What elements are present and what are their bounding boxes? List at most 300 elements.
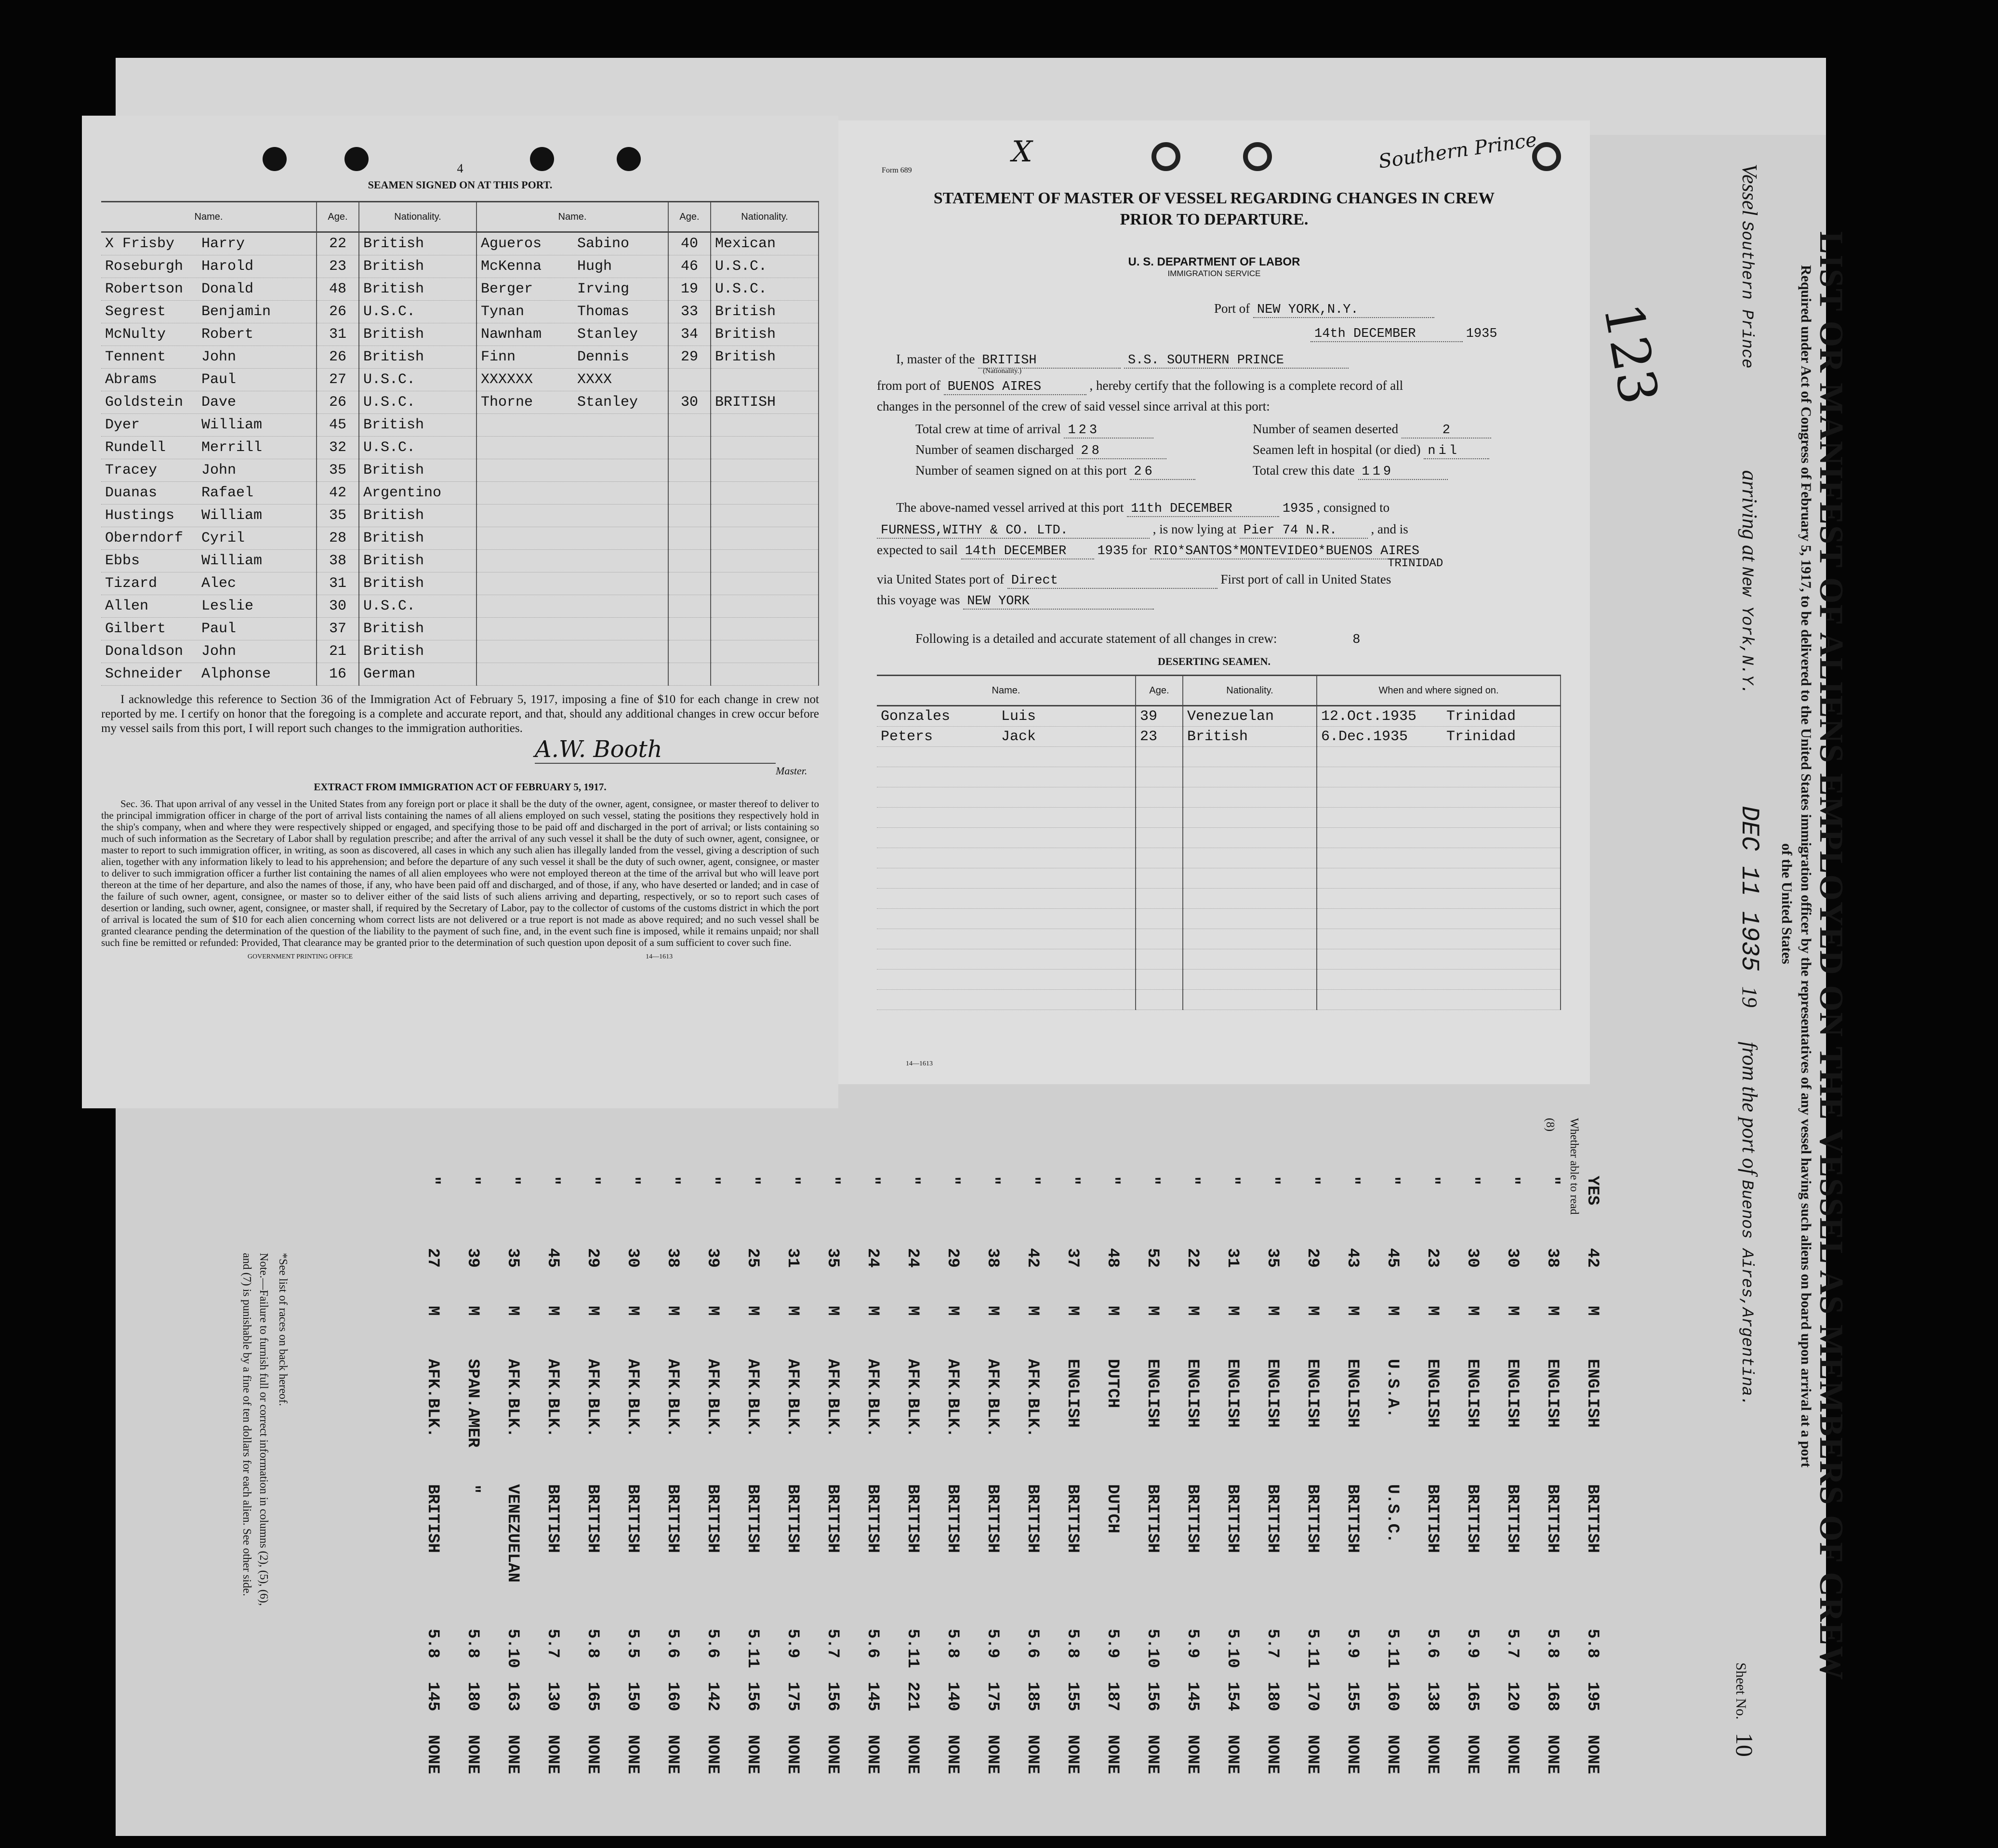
deserter-signed-on — [1317, 787, 1561, 808]
cell-read-mark: YES — [1583, 1176, 1601, 1206]
given-name: Harold — [201, 258, 254, 275]
extract-title: EXTRACT FROM IMMIGRATION ACT OF FEBRUARY 5, 1917. — [314, 781, 607, 793]
surname: Agueros — [481, 236, 542, 252]
statement-title-line-2: PRIOR TO DEPARTURE. — [1120, 211, 1309, 228]
deserter-nationality — [1183, 747, 1317, 767]
cell-nationality: BRITISH — [1223, 1484, 1242, 1553]
surname: Gonzales — [881, 708, 951, 725]
table-row — [877, 747, 1561, 767]
cell-read-mark: " — [463, 1176, 482, 1186]
table-row — [101, 232, 476, 255]
page-number: 4 — [457, 161, 463, 175]
cell-race: ENGLISH — [1463, 1359, 1482, 1428]
department-block — [838, 255, 1590, 279]
given-name: Harry — [201, 236, 245, 252]
table-row — [877, 909, 1561, 929]
cell-height: 5.9 — [1183, 1629, 1202, 1659]
seaman-age: 38 — [317, 550, 359, 572]
cell-age: 38 — [1543, 1248, 1561, 1268]
cell-nationality: BRITISH — [1583, 1484, 1601, 1553]
hospital-value: nil — [1424, 444, 1489, 459]
surname: Oberndorf — [105, 530, 184, 546]
seaman-name — [101, 527, 317, 550]
date-value: 14th DECEMBER — [1310, 327, 1463, 342]
discharged-value: 28 — [1077, 444, 1166, 459]
manifest-row — [776, 1176, 809, 1841]
seaman-name — [101, 278, 317, 301]
cell-nationality: BRITISH — [1063, 1484, 1082, 1553]
seaman-age — [668, 550, 711, 572]
cell-nationality: BRITISH — [703, 1484, 722, 1553]
cell-weight: 187 — [1103, 1682, 1122, 1712]
manifest-row — [416, 1176, 450, 1841]
manifest-row-cells — [1495, 1176, 1529, 1841]
deserter-age — [1136, 868, 1183, 889]
deserter-name — [877, 929, 1136, 949]
handwritten-note: Southern Prince — [1377, 129, 1538, 173]
table-row — [101, 482, 476, 505]
cell-age: 38 — [663, 1248, 682, 1268]
cell-age: 30 — [1463, 1248, 1482, 1268]
seaman-nationality: U.S.C. — [359, 391, 476, 414]
manifest-row-cells — [856, 1176, 889, 1841]
table-row — [477, 572, 819, 595]
cell-sex: M — [463, 1306, 482, 1316]
handwritten-number: 123 — [1591, 298, 1670, 409]
seaman-nationality: British — [359, 346, 476, 369]
from-port-line — [877, 378, 1403, 395]
manifest-row — [976, 1176, 1009, 1841]
seaman-name — [101, 369, 317, 391]
seaman-age — [668, 369, 711, 391]
port-value: NEW YORK,N.Y. — [1253, 303, 1434, 318]
deserter-signed-on — [1317, 767, 1561, 787]
cell-height: 5.10 — [503, 1629, 522, 1668]
deserter-signed-on — [1317, 949, 1561, 970]
table-row — [877, 808, 1561, 828]
given-name: Robert — [201, 326, 254, 343]
table-row — [477, 663, 819, 686]
cell-nationality: BRITISH — [903, 1484, 922, 1553]
deserter-name — [877, 848, 1136, 868]
cell-sex: M — [943, 1306, 962, 1316]
cell-age: 45 — [1383, 1248, 1402, 1268]
cell-nationality: BRITISH — [743, 1484, 762, 1553]
cell-weight: 120 — [1503, 1682, 1522, 1712]
seaman-age: 31 — [317, 323, 359, 346]
col-nationality: Nationality. — [711, 202, 819, 232]
deserter-nationality — [1183, 949, 1317, 970]
cell-race: SPAN.AMER — [463, 1359, 482, 1448]
cell-read-mark: " — [943, 1176, 962, 1186]
table-row — [477, 595, 819, 618]
seaman-age: 26 — [317, 301, 359, 323]
cell-weight: 155 — [1343, 1682, 1362, 1712]
cell-height: 5.8 — [463, 1629, 482, 1659]
cell-sex: M — [1383, 1306, 1402, 1316]
manifest-row — [1575, 1176, 1609, 1841]
seaman-name — [477, 346, 668, 369]
signed-on — [915, 463, 1195, 480]
cell-sex: M — [583, 1306, 602, 1316]
column-number-8: (8) — [1544, 1118, 1556, 1131]
cell-weight: 180 — [1263, 1682, 1282, 1712]
manifest-row — [1016, 1176, 1049, 1841]
first-port-value: NEW YORK — [963, 594, 1154, 610]
from-port-label: from the port of — [1738, 1041, 1761, 1175]
cell-physical-marks: NONE — [1463, 1735, 1482, 1774]
seaman-nationality: British — [359, 618, 476, 640]
manifest-row-cells — [576, 1176, 609, 1841]
year-label: 19 — [1738, 986, 1761, 1008]
seaman-age: 48 — [317, 278, 359, 301]
signed-on-place: Trinidad — [1446, 728, 1516, 745]
following-count: 8 — [1352, 633, 1361, 647]
deserter-age — [1136, 808, 1183, 828]
cell-age: 35 — [503, 1248, 522, 1268]
seaman-name — [101, 572, 317, 595]
cell-nationality: BRITISH — [1183, 1484, 1202, 1553]
cell-height: 5.9 — [1463, 1629, 1482, 1659]
port-label: Port of — [1214, 301, 1250, 316]
seaman-name — [101, 301, 317, 323]
cell-race: AFK.BLK. — [783, 1359, 802, 1438]
cell-physical-marks: NONE — [503, 1735, 522, 1774]
deserter-nationality — [1183, 929, 1317, 949]
surname: Abrams — [105, 372, 158, 388]
deserter-nationality — [1183, 868, 1317, 889]
deserter-name — [877, 706, 1136, 727]
seaman-name — [477, 437, 668, 459]
surname: McKenna — [481, 258, 542, 275]
seaman-age: 26 — [317, 391, 359, 414]
manifest-row — [496, 1176, 529, 1841]
surname: Donaldson — [105, 643, 184, 660]
cell-race: AFK.BLK. — [863, 1359, 882, 1438]
cell-age: 29 — [583, 1248, 602, 1268]
seaman-name — [477, 323, 668, 346]
cell-read-mark: " — [1263, 1176, 1282, 1186]
surname: Tennent — [105, 349, 166, 365]
cell-physical-marks: NONE — [1183, 1735, 1202, 1774]
table-row — [477, 527, 819, 550]
cell-physical-marks: NONE — [1023, 1735, 1042, 1774]
cell-read-mark: " — [1063, 1176, 1082, 1186]
seaman-nationality — [711, 437, 819, 459]
given-name: Alphonse — [201, 666, 271, 682]
table-row — [477, 301, 819, 323]
cell-weight: 170 — [1303, 1682, 1322, 1712]
col-age: Age. — [1136, 676, 1183, 706]
deserter-name — [877, 828, 1136, 848]
manifest-row-cells — [816, 1176, 849, 1841]
cell-nationality: BRITISH — [943, 1484, 962, 1553]
cell-nationality: BRITISH — [623, 1484, 642, 1553]
table-row — [877, 990, 1561, 1010]
seaman-age — [668, 482, 711, 505]
table-row — [877, 727, 1561, 747]
deserter-signed-on — [1317, 970, 1561, 990]
manifest-row-cells — [656, 1176, 689, 1841]
manifest-row — [1256, 1176, 1289, 1841]
cell-race: ENGLISH — [1263, 1359, 1282, 1428]
seamen-tables — [101, 201, 819, 686]
punch-hole — [617, 147, 641, 171]
manifest-title: LIST OR MANIFEST OF ALIENS EMPLOYED ON THE VESSEL AS MEMBERS OF CREW — [1813, 231, 1850, 1681]
seaman-age: 35 — [317, 505, 359, 527]
consignee-line — [877, 522, 1408, 539]
vessel-label: Vessel — [1738, 164, 1761, 216]
seaman-nationality: British — [359, 550, 476, 572]
given-name: Merrill — [201, 439, 263, 456]
seaman-age — [668, 527, 711, 550]
signed-on-date: 6.Dec.1935 — [1321, 728, 1408, 745]
cell-sex: M — [983, 1306, 1002, 1316]
cell-height: 5.6 — [1023, 1629, 1042, 1659]
via-label: via United States port of — [877, 572, 1004, 586]
cell-nationality: BRITISH — [583, 1484, 602, 1553]
deserting-table — [877, 675, 1561, 1010]
col-age: Age. — [317, 202, 359, 232]
master-statement-sheet — [838, 120, 1590, 1084]
table-header-row — [877, 676, 1561, 706]
cell-height: 5.6 — [703, 1629, 722, 1659]
manifest-row — [1176, 1176, 1209, 1841]
cell-race: ENGLISH — [1343, 1359, 1362, 1428]
via-line — [877, 572, 1391, 589]
given-name: Luis — [1001, 708, 1036, 725]
punch-hole — [530, 147, 554, 171]
cell-height: 5.11 — [903, 1629, 922, 1668]
given-name: Dennis — [577, 349, 630, 365]
seaman-name — [101, 459, 317, 482]
seaman-nationality: U.S.C. — [359, 437, 476, 459]
table-row — [477, 618, 819, 640]
table-row — [877, 787, 1561, 808]
cell-sex: M — [1543, 1306, 1561, 1316]
acknowledgement-text: I acknowledge this reference to Section 36 of the Immigration Act of February 5, 1917, imposing a fine of $10 for each change in crew not reported by me. I certify on honor that the foregoing is a complete and accurate report, and that, should any additional changes in crew occur before my vessel sails from this port, I will report such changes to the immigration authorities. — [101, 693, 819, 735]
cell-read-mark: " — [1183, 1176, 1202, 1186]
cell-sex: M — [783, 1306, 802, 1316]
manifest-row — [576, 1176, 609, 1841]
cell-physical-marks: NONE — [743, 1735, 762, 1774]
voyage-line — [877, 593, 1154, 610]
seaman-name — [101, 437, 317, 459]
cell-read-mark: " — [623, 1176, 642, 1186]
manifest-row-cells — [776, 1176, 809, 1841]
cell-read-mark: " — [1223, 1176, 1242, 1186]
cell-height: 5.8 — [1063, 1629, 1082, 1659]
seaman-nationality: British — [711, 301, 819, 323]
col-nationality: Nationality. — [1183, 676, 1317, 706]
cell-weight: 156 — [823, 1682, 842, 1712]
consignee: FURNESS,WITHY & CO. LTD. — [877, 523, 1150, 539]
cell-height: 5.9 — [1103, 1629, 1122, 1659]
table-row — [101, 301, 476, 323]
cell-weight: 163 — [503, 1682, 522, 1712]
cell-weight: 185 — [1023, 1682, 1042, 1712]
cell-nationality: BRITISH — [1543, 1484, 1561, 1553]
manifest-row-cells — [416, 1176, 450, 1841]
deserter-name — [877, 909, 1136, 929]
hospital-label: Seamen left in hospital (or died) — [1253, 442, 1421, 457]
manifest-row — [816, 1176, 849, 1841]
sail-date: 14th DECEMBER — [961, 544, 1094, 559]
given-name: Sabino — [577, 236, 630, 252]
deserter-signed-on — [1317, 808, 1561, 828]
cell-age: 23 — [1423, 1248, 1442, 1268]
punch-hole — [1151, 142, 1180, 171]
seaman-name — [477, 278, 668, 301]
master-label: Master. — [776, 765, 807, 777]
deserter-age — [1136, 889, 1183, 909]
cell-nationality: BRITISH — [1303, 1484, 1322, 1553]
cell-nationality: BRITISH — [1463, 1484, 1482, 1553]
manifest-row — [1136, 1176, 1169, 1841]
cell-read-mark: " — [1383, 1176, 1402, 1186]
from-port: Buenos Aires,Argentina. — [1737, 1180, 1756, 1406]
seaman-age: 30 — [317, 595, 359, 618]
seaman-name — [101, 640, 317, 663]
cell-physical-marks: NONE — [1343, 1735, 1362, 1774]
seaman-age: 23 — [317, 255, 359, 278]
form-code: 14—1613 — [646, 953, 673, 960]
cell-weight: 165 — [583, 1682, 602, 1712]
seaman-age — [668, 505, 711, 527]
surname: Schneider — [105, 666, 184, 682]
seaman-age — [668, 640, 711, 663]
cell-age: 45 — [543, 1248, 562, 1268]
cell-sex: M — [863, 1306, 882, 1316]
cell-weight: 180 — [463, 1682, 482, 1712]
seaman-age: 37 — [317, 618, 359, 640]
cell-physical-marks: NONE — [1303, 1735, 1322, 1774]
deserter-name — [877, 727, 1136, 747]
hospital — [1253, 442, 1489, 459]
cell-age: 31 — [783, 1248, 802, 1268]
table-row — [477, 414, 819, 437]
manifest-row-cells — [1016, 1176, 1049, 1841]
cell-height: 5.9 — [983, 1629, 1002, 1659]
deserter-nationality — [1183, 970, 1317, 990]
manifest-row-cells — [1336, 1176, 1369, 1841]
seaman-age: 42 — [317, 482, 359, 505]
cell-sex: M — [503, 1306, 522, 1316]
seaman-name — [477, 595, 668, 618]
deserter-signed-on — [1317, 868, 1561, 889]
cell-physical-marks: NONE — [663, 1735, 682, 1774]
vessel-name: Southern Prince — [1737, 221, 1756, 369]
consigned-label: , consigned to — [1317, 500, 1390, 515]
signed-on-label: Number of seamen signed on at this port — [915, 463, 1127, 478]
cell-weight: 156 — [1143, 1682, 1162, 1712]
surname: Goldstein — [105, 394, 184, 411]
table-row — [101, 459, 476, 482]
cell-race: AFK.BLK. — [503, 1359, 522, 1438]
table-row — [101, 550, 476, 572]
deserter-signed-on — [1317, 848, 1561, 868]
seaman-nationality: U.S.C. — [359, 369, 476, 391]
seaman-nationality: British — [359, 323, 476, 346]
surname: Gilbert — [105, 621, 166, 637]
port-line — [1214, 301, 1434, 318]
cell-age: 29 — [943, 1248, 962, 1268]
manifest-row — [1216, 1176, 1249, 1841]
cell-read-mark: " — [1343, 1176, 1362, 1186]
given-name: John — [201, 462, 237, 479]
cell-weight: 156 — [743, 1682, 762, 1712]
destinations-2: TRINIDAD — [1388, 557, 1443, 570]
seaman-name — [477, 527, 668, 550]
cell-race: AFK.BLK. — [543, 1359, 562, 1438]
destinations: RIO*SANTOS*MONTEVIDEO*BUENOS AIRES — [1150, 544, 1428, 559]
year-value: 1935 — [1466, 327, 1497, 341]
deserter-signed-on — [1317, 929, 1561, 949]
given-name: William — [201, 417, 263, 433]
cell-physical-marks: NONE — [703, 1735, 722, 1774]
surname: Nawnham — [481, 326, 542, 343]
cell-race: U.S.A. — [1383, 1359, 1402, 1418]
seaman-nationality — [711, 550, 819, 572]
cell-sex: M — [543, 1306, 562, 1316]
deserter-age — [1136, 747, 1183, 767]
given-name: Irving — [577, 281, 630, 297]
following-line — [915, 631, 1360, 647]
cell-age: 22 — [1183, 1248, 1202, 1268]
cell-race: ENGLISH — [1423, 1359, 1442, 1428]
table-row — [101, 255, 476, 278]
manifest-row — [1096, 1176, 1129, 1841]
deserter-name — [877, 868, 1136, 889]
cell-race: AFK.BLK. — [903, 1359, 922, 1438]
from-port-value: BUENOS AIRES — [944, 380, 1086, 395]
deserter-age — [1136, 990, 1183, 1010]
manifest-row-cells — [1176, 1176, 1209, 1841]
cell-read-mark: " — [423, 1176, 442, 1186]
seamen-signed-on-sheet — [82, 116, 838, 1108]
statement-title — [838, 188, 1590, 230]
cell-physical-marks: NONE — [583, 1735, 602, 1774]
cell-sex: M — [1263, 1306, 1282, 1316]
deserter-age — [1136, 909, 1183, 929]
given-name: XXXX — [577, 372, 612, 388]
seaman-name — [101, 323, 317, 346]
table-header-row — [477, 202, 819, 232]
cell-sex: M — [1503, 1306, 1522, 1316]
deserter-name — [877, 990, 1136, 1010]
cell-physical-marks: NONE — [1143, 1735, 1162, 1774]
given-name: Stanley — [577, 326, 638, 343]
seaman-name — [477, 459, 668, 482]
seaman-age — [668, 618, 711, 640]
seaman-age: 34 — [668, 323, 711, 346]
deserting-heading: DESERTING SEAMEN. — [1158, 655, 1270, 667]
cell-read-mark: " — [743, 1176, 762, 1186]
pier: Pier 74 N.R. — [1240, 523, 1368, 539]
surname: Hustings — [105, 507, 175, 524]
master-of-label: I, master of the — [896, 352, 975, 366]
footnote-line-3: and (7) is punishable by a fine of ten dollars for each alien. See other side. — [240, 1253, 253, 1596]
given-name: Cyril — [201, 530, 245, 546]
surname: Tizard — [105, 575, 158, 592]
seaman-nationality: U.S.C. — [359, 301, 476, 323]
deserter-age — [1136, 787, 1183, 808]
table-row — [877, 868, 1561, 889]
cell-height: 5.11 — [1383, 1629, 1402, 1668]
seaman-age: 33 — [668, 301, 711, 323]
manifest-row-cells — [496, 1176, 529, 1841]
seaman-age: 29 — [668, 346, 711, 369]
